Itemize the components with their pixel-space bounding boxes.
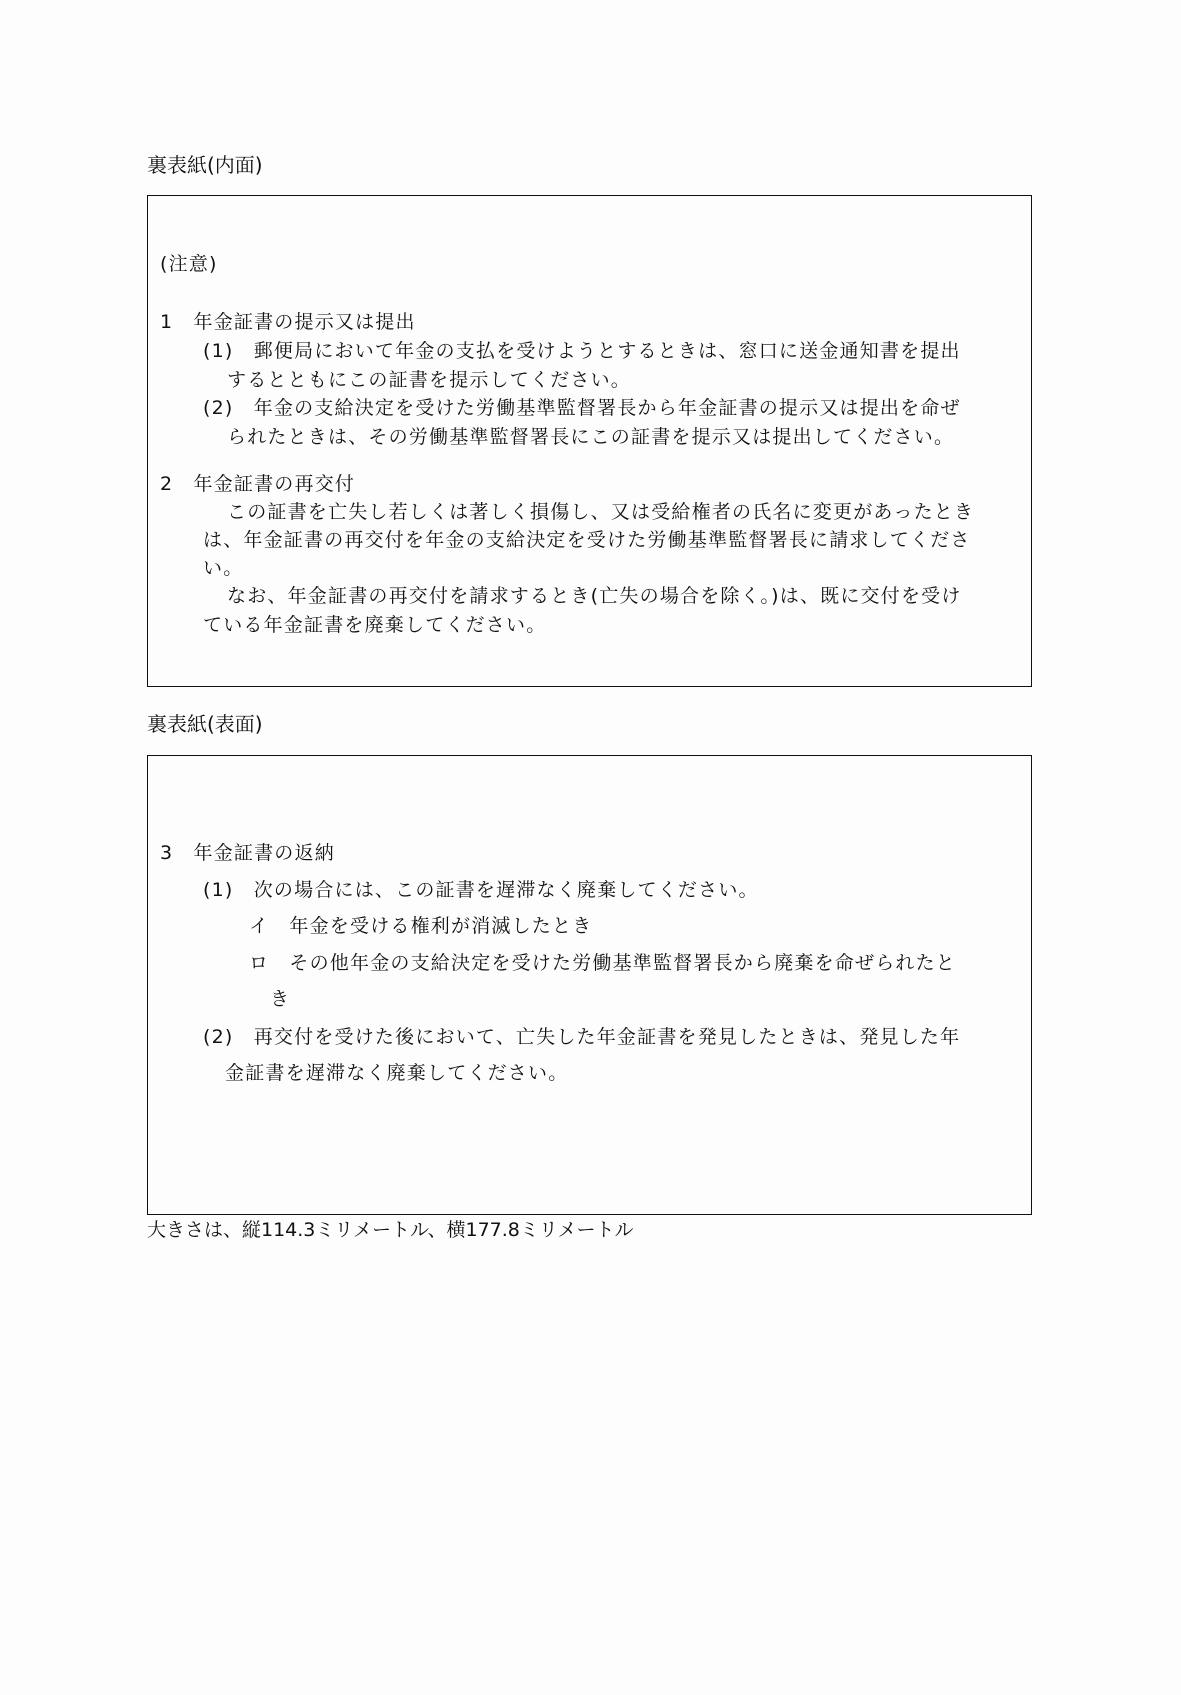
item1-sub2-line2: られたときは、その労働基準監督署長にこの証書を提示又は提出してください。 xyxy=(227,426,955,448)
item3-sub2-line1: (2) 再交付を受けた後において、亡失した年金証書を発見したときは、発見した年 xyxy=(203,1026,961,1048)
item3-sub1-ro-line2: き xyxy=(270,988,291,1010)
item3-sub1-line1: (1) 次の場合には、この証書を遅滞なく廃棄してください。 xyxy=(203,879,759,901)
item3-sub2-line2: 金証書を遅滞なく廃棄してください。 xyxy=(225,1062,569,1084)
item1-sub1-line2: するとともにこの証書を提示してください。 xyxy=(227,369,632,391)
item1-sub1-line1: (1) 郵便局において年金の支払を受けようとするときは、窓口に送金通知書を提出 xyxy=(203,340,961,362)
note-title: (注意) xyxy=(160,253,218,275)
item2-para1-line1: この証書を亡失し若しくは著しく損傷し、又は受給権者の氏名に変更があったとき xyxy=(227,501,975,523)
item2-para1-line3: い。 xyxy=(203,557,244,579)
item1-title: 1 年金証書の提示又は提出 xyxy=(160,311,416,333)
item2-para2-line2: ている年金証書を廃棄してください。 xyxy=(203,614,547,636)
item3-sub1-i: イ 年金を受ける権利が消滅したとき xyxy=(249,915,593,937)
section-heading-outer: 裏表紙(表面) xyxy=(147,712,263,736)
item3-sub1-ro-line1: ロ その他年金の支給決定を受けた労働基準監督署長から廃棄を命ぜられたと xyxy=(249,952,957,974)
item2-para1-line2: は、年金証書の再交付を年金の支給決定を受けた労働基準監督署長に請求してくださ xyxy=(203,529,971,551)
item2-para2-line1: なお、年金証書の再交付を請求するとき(亡失の場合を除く。)は、既に交付を受け xyxy=(227,585,962,607)
section-heading-inner: 裏表紙(内面) xyxy=(147,153,263,177)
item1-sub2-line1: (2) 年金の支給決定を受けた労働基準監督署長から年金証書の提示又は提出を命ぜ xyxy=(203,397,961,419)
size-note: 大きさは、縦114.3ミリメートル、横177.8ミリメートル xyxy=(147,1219,634,1241)
item3-title: 3 年金証書の返納 xyxy=(160,842,335,864)
item2-title: 2 年金証書の再交付 xyxy=(160,473,356,495)
outer-cover-box xyxy=(147,755,1032,1215)
